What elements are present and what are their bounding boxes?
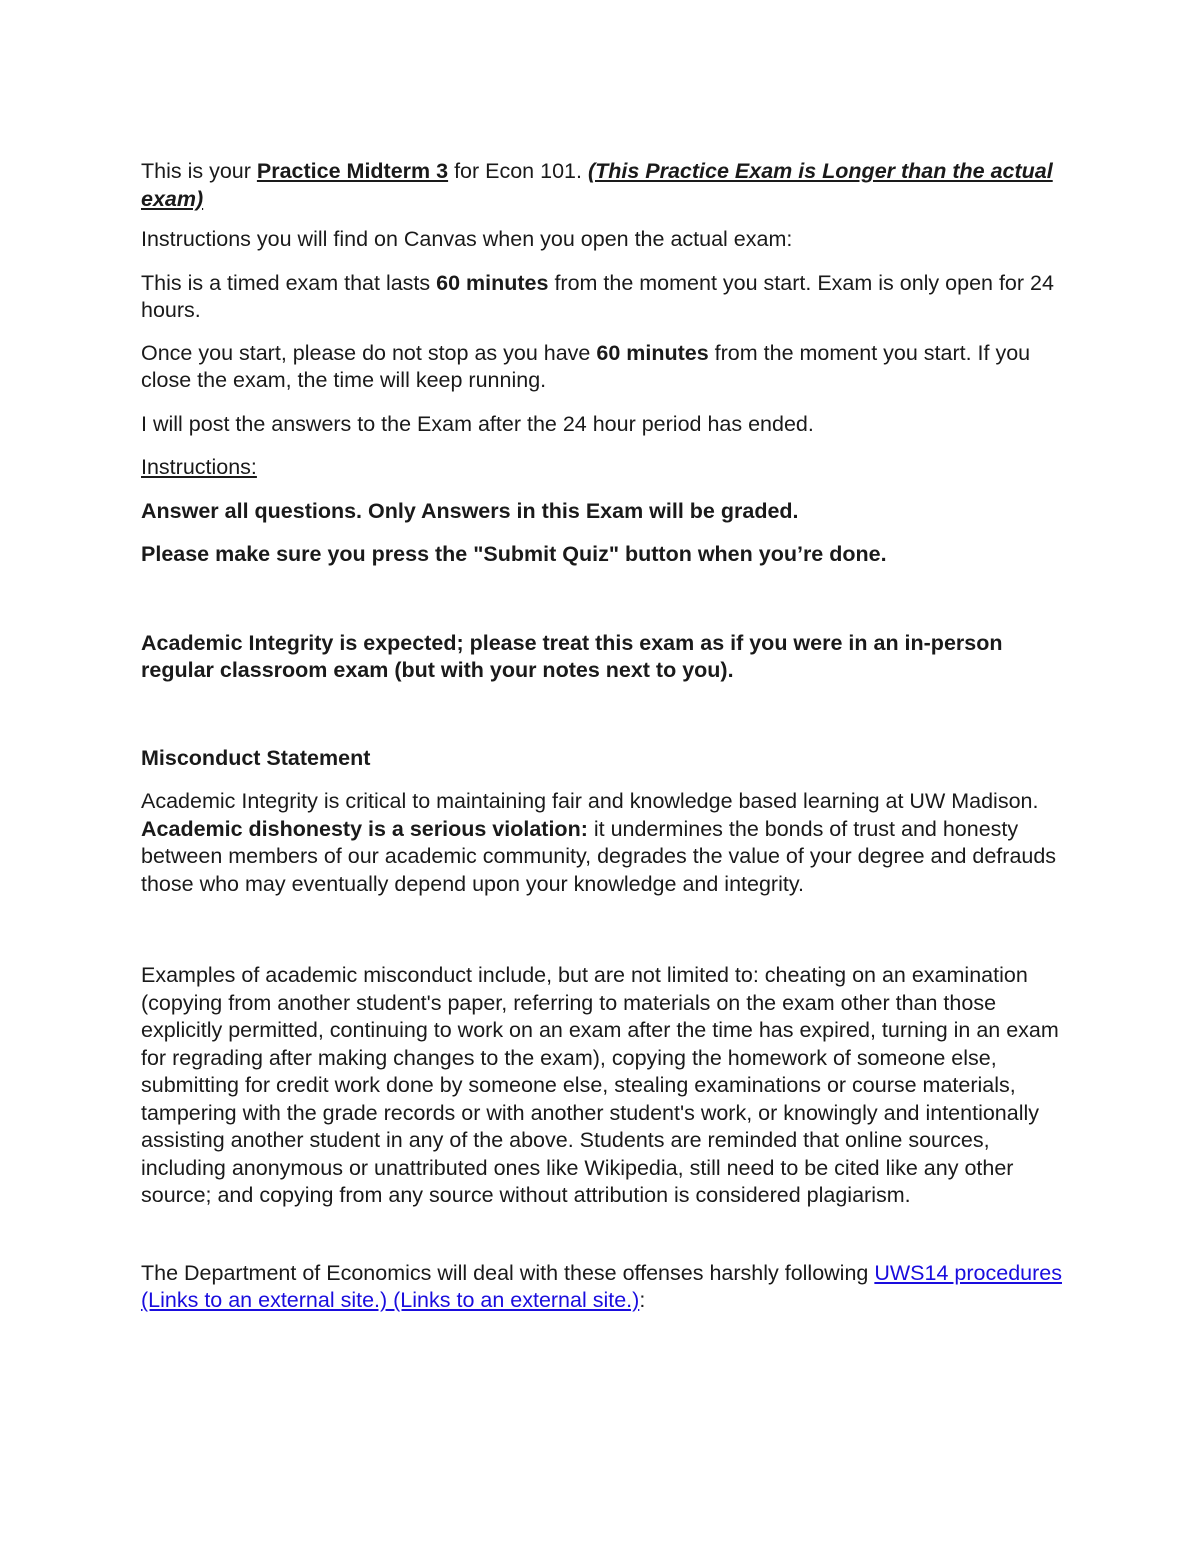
timed-pre: This is a timed exam that lasts bbox=[141, 270, 437, 295]
misconduct-bold: Academic dishonesty is a serious violation: bbox=[141, 816, 588, 841]
timed-exam-paragraph bbox=[141, 270, 1071, 325]
intro-lead: This is your bbox=[141, 159, 257, 183]
intro-paragraph bbox=[141, 158, 1071, 213]
once-pre: Once you start, please do not stop as you have bbox=[141, 340, 597, 365]
instructions-heading: Instructions: bbox=[141, 455, 257, 479]
post-answers-paragraph: I will post the answers to the Exam after the 24 hour period has ended. bbox=[141, 411, 814, 436]
intro-mid: for Econ 101. bbox=[448, 159, 588, 183]
answer-all-paragraph: Answer all questions. Only Answers in this Exam will be graded. bbox=[141, 498, 799, 523]
once-start-paragraph bbox=[141, 340, 1071, 395]
department-paragraph bbox=[141, 1260, 1071, 1315]
integrity-expected-paragraph: Academic Integrity is expected; please treat this exam as if you were in an in-person regular classroom exam (but with your notes next to you). bbox=[141, 630, 1003, 682]
department-pre: The Department of Economics will deal with these offenses harshly following bbox=[141, 1260, 875, 1285]
uws14-procedures-link[interactable]: UWS14 procedures (Links to an external site.) (Links to an external site.) bbox=[141, 1260, 1062, 1312]
practice-note: (This Practice Exam is Longer than the actual exam) bbox=[141, 159, 1053, 211]
misconduct-post: it undermines the bonds of trust and honesty between members of our academic community, degrades the value of your degree and defrauds those who may eventually depend upon your knowledge and integrity. bbox=[141, 816, 1057, 896]
document-page bbox=[141, 158, 1071, 1315]
once-minutes: 60 minutes bbox=[596, 340, 709, 365]
timed-post: from the moment you start. Exam is only open for 24 hours. bbox=[141, 270, 1054, 322]
timed-minutes: 60 minutes bbox=[436, 270, 549, 295]
misconduct-pre: Academic Integrity is critical to maintaining fair and knowledge based learning at UW Madison. bbox=[141, 789, 1039, 813]
once-post: from the moment you start. If you close the exam, the time will keep running. bbox=[141, 340, 1031, 392]
practice-title: Practice Midterm 3 bbox=[256, 159, 449, 183]
examples-paragraph: Examples of academic misconduct include, but are not limited to: cheating on an examination (copying from another student's paper, referring to materials on the exam other than those explicitly permitted, continuing to work on an exam after the time has expired, turning in an exam for regrading after making changes to the exam), copying the homework of someone else, submitting for credit work done by someone else, stealing examinations or course materials, tampering with the grade records or with another student's work, or knowingly and intentionally assisting another student in any of the above. Students are reminded that online sources, including anonymous or unattributed ones like Wikipedia, still need to be cited like any other source; and copying from any source without attribution is considered plagiarism. bbox=[141, 963, 1059, 1207]
misconduct-heading: Misconduct Statement bbox=[141, 745, 371, 770]
misconduct-paragraph bbox=[141, 788, 1071, 898]
department-post: : bbox=[639, 1288, 646, 1312]
canvas-instructions: Instructions you will find on Canvas when you open the actual exam: bbox=[141, 227, 793, 251]
submit-note-paragraph: Please make sure you press the "Submit Quiz" button when you’re done. bbox=[141, 542, 887, 566]
